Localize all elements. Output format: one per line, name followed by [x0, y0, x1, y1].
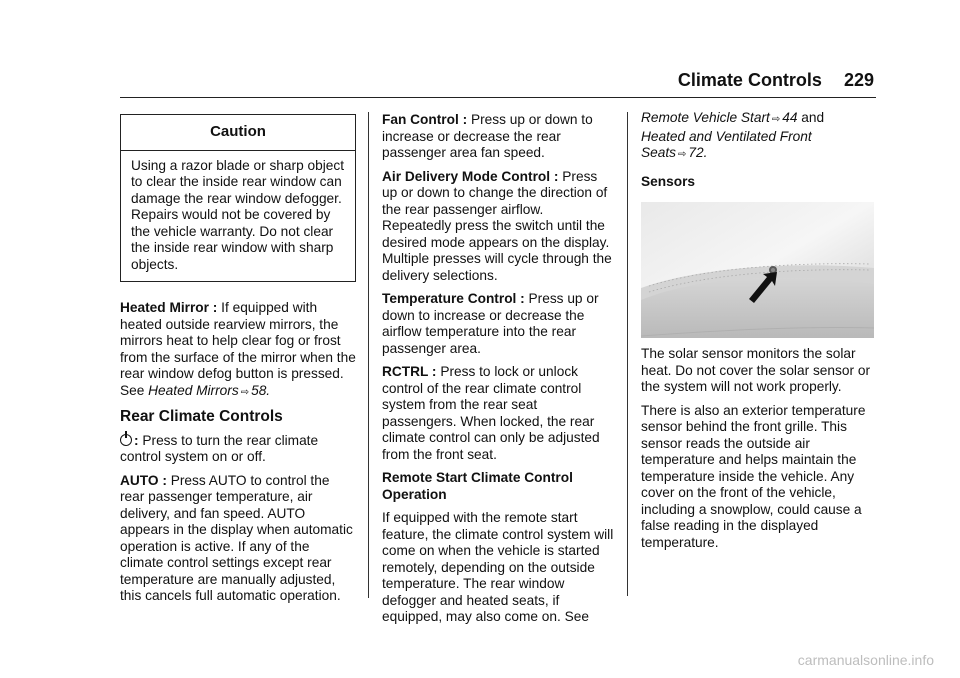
caution-title: Caution — [121, 115, 355, 151]
auto-label: AUTO : — [120, 472, 167, 488]
page-number: 229 — [843, 70, 874, 90]
remote-start-heading: Remote Start Climate Control Operation — [382, 470, 573, 502]
watermark: carmanualsonline.info — [797, 652, 934, 668]
rctrl-paragraph: RCTRL : Press to lock or unlock control of the rear climate control system from the rear seat passengers. When locked, the rear climate control can only be adjusted from the front seat. — [382, 364, 600, 462]
column-3 — [641, 112, 877, 558]
temperature-control-label: Temperature Control : — [382, 291, 525, 306]
fan-control-label: Fan Control : — [382, 112, 468, 127]
page-header — [678, 70, 874, 91]
caution-body: Using a razor blade or sharp object to clear the inside rear window can damage the rear window defogger. Repairs would not be covered by the vehicle warranty. Do not clear the inside rear window with sharp objects. — [131, 157, 345, 272]
power-icon — [120, 434, 132, 446]
remote-start-paragraph: If equipped with the remote start feature, the climate control system will come on when the vehicle is started remotely, depending on the outside temperature. The rear window defogger and heated seats, if equipped, may also come on. See — [382, 510, 614, 624]
auto-paragraph: AUTO : Press AUTO to control the rear passenger temperature, air delivery, and fan speed. AUTO appears in the display when automatic operation is active. If any of the climate control settings except rear temperature are manually adjusted, this cancels full automatic operation. — [120, 472, 353, 603]
remote-start-continued: Remote Vehicle Start ⇨ 44 and Heated and Ventilated Front Seats ⇨ 72. — [641, 110, 825, 160]
fan-control-paragraph: Fan Control : Press up or down to increase or decrease the rear passenger area fan speed. — [382, 112, 593, 160]
remote-vehicle-start-link[interactable]: Remote Vehicle Start — [641, 110, 770, 125]
remote-vehicle-start-page[interactable]: 44 — [782, 110, 798, 125]
header-rule — [120, 97, 876, 98]
page-ref-arrow-icon: ⇨ — [240, 386, 250, 398]
caution-box — [120, 114, 356, 282]
column-1 — [120, 112, 356, 612]
solar-sensor-paragraph: The solar sensor monitors the solar heat. Do not cover the solar sensor or the system will not work properly. — [641, 346, 871, 394]
heated-seats-page[interactable]: 72. — [688, 145, 708, 160]
heated-mirrors-link[interactable]: Heated Mirrors — [148, 382, 239, 398]
sensors-heading: Sensors — [641, 173, 696, 189]
heated-seats-link[interactable]: Heated and Ventilated Front Seats — [641, 128, 812, 160]
column-divider — [368, 112, 369, 598]
heated-mirror-paragraph: Heated Mirror : If equipped with heated outside rearview mirrors, the mirrors heat to help clear fog or frost from the surface of the mirror when the rear window defog button is pressed. See Heated Mirrors ⇨ 58. — [120, 300, 356, 398]
page-ref-arrow-icon: ⇨ — [678, 149, 687, 160]
rear-climate-heading: Rear Climate Controls — [120, 408, 283, 425]
page-ref-arrow-icon: ⇨ — [771, 114, 781, 125]
air-delivery-paragraph: Air Delivery Mode Control : Press up or down to change the direction of the rear passenger airflow. Repeatedly press the switch until the desired mode appears on the display. Multiple presses will cycle through the delivery selections. — [382, 168, 612, 283]
solar-sensor-photo — [641, 202, 874, 338]
heated-mirrors-page[interactable]: 58. — [251, 382, 271, 398]
temperature-control-paragraph: Temperature Control : Press up or down to increase or decrease the airflow temperature into the rear passenger area. — [382, 291, 599, 356]
power-paragraph: : Press to turn the rear climate control system on or off. — [120, 432, 319, 464]
exterior-sensor-paragraph: There is also an exterior temperature sensor behind the front grille. This sensor reads the outside air temperature and helps maintain the temperature inside the vehicle. Any cover on the front of the vehicle, including a snowplow, could cause a false reading in the displayed temperature. — [641, 402, 866, 550]
rctrl-label: RCTRL : — [382, 364, 437, 379]
air-delivery-label: Air Delivery Mode Control : — [382, 168, 559, 184]
column-divider — [627, 112, 628, 596]
section-title: Climate Controls — [677, 70, 822, 90]
column-2 — [382, 112, 614, 633]
heated-mirror-label: Heated Mirror : — [120, 300, 218, 315]
